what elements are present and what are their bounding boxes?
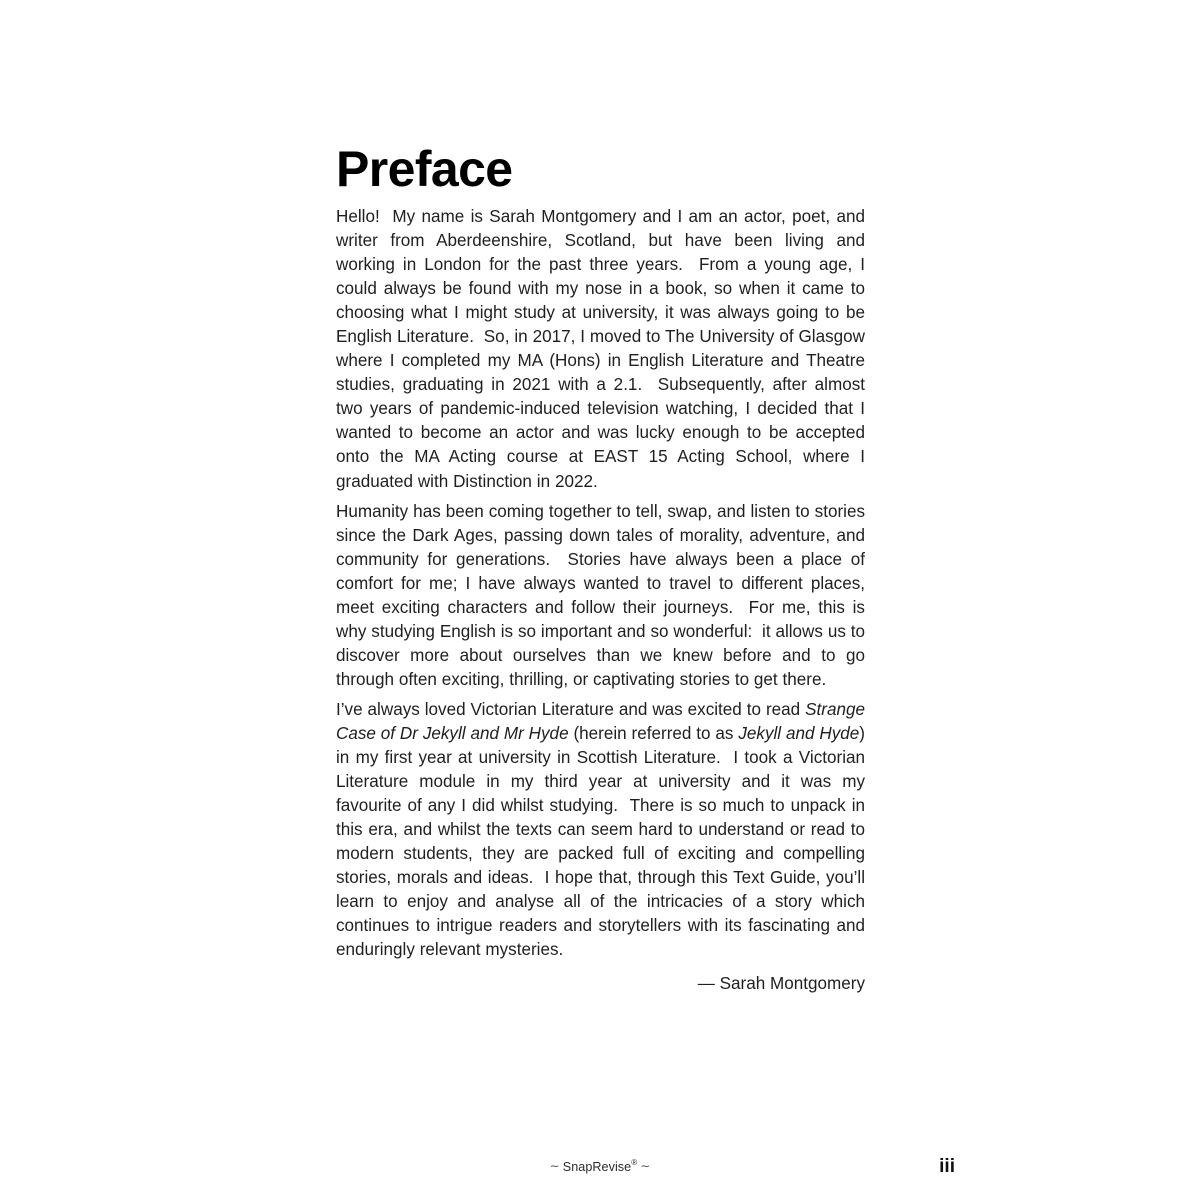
page-content [336, 142, 865, 997]
sentence-space [642, 375, 658, 394]
sentence-space [550, 550, 567, 569]
author-signature: — Sarah Montgomery [697, 974, 865, 994]
sentence-space [683, 255, 699, 274]
page-number: iii [939, 1156, 955, 1177]
sentence-space [474, 327, 484, 346]
italic-title: Jekyll and Hyde [738, 723, 860, 743]
paragraph-storytelling: Humanity has been coming together to tell, swap, and listen to stories since the Dark Ages, passing down tales of morality, adventure, and community for generations. Stories have always been a place of comfort for me; I have always wanted to travel to different places, meet exciting characters and follow their journeys. For me, this is why studying English is so important and so wonderful: it allows us to discover more about ourselves than we knew before and to go through often exciting, thrilling, or captivating stories to get there. [336, 501, 866, 689]
tilde-left-icon: ∼ [549, 1159, 560, 1173]
sentence-space [618, 796, 630, 815]
sentence-space [721, 748, 734, 767]
sentence-space [380, 207, 393, 226]
italic-title: Strange Case of Dr Jekyll and Mr Hyde [336, 699, 865, 743]
sentence-space [752, 622, 762, 641]
paragraph-victorian: I’ve always loved Victorian Literature and was excited to read Strange Case of Dr Jekyll and Mr Hyde (herein referred to as Jekyll and Hyde) in my first year at university in Scottish Literature. I took a Victorian Literature module in my third year at university and it was my favourite of any I did whilst studying. There is so much to unpack in this era, and whilst the texts can seem hard to understand or read to modern students, they are packed full of exciting and compelling stories, morals and ideas. I hope that, through this Text Guide, you’ll learn to enjoy and analyse all of the intricacies of a story which continues to intrigue readers and storytellers with its fascinating and enduringly relevant mysteries. [336, 699, 866, 960]
paragraph-intro: Hello! My name is Sarah Montgomery and I am an actor, poet, and writer from Aberdeenshire, Scotland, but have been living and working in London for the past three years. From a young age, I could always be found with my nose in a book, so when it came to choosing what I might study at university, it was always going to be English Literature. So, in 2017, I moved to The University of Glasgow where I completed my MA (Hons) in English Literature and Theatre studies, graduating in 2021 with a 2.1. Subsequently, after almost two years of pandemic-induced television watching, I decided that I wanted to become an actor and was lucky enough to be accepted onto the MA Acting course at EAST 15 Acting School, where I graduated with Distinction in 2022. [336, 207, 865, 491]
brand-name: SnapRevise [562, 1160, 632, 1174]
page-footer [0, 1156, 1200, 1183]
sentence-space [533, 868, 544, 887]
registered-trademark-icon: ® [631, 1157, 638, 1167]
tilde-right-icon: ∼ [640, 1159, 651, 1173]
footer-brand [0, 1159, 1200, 1175]
sentence-space [733, 598, 749, 617]
page-title: Preface [336, 141, 513, 197]
